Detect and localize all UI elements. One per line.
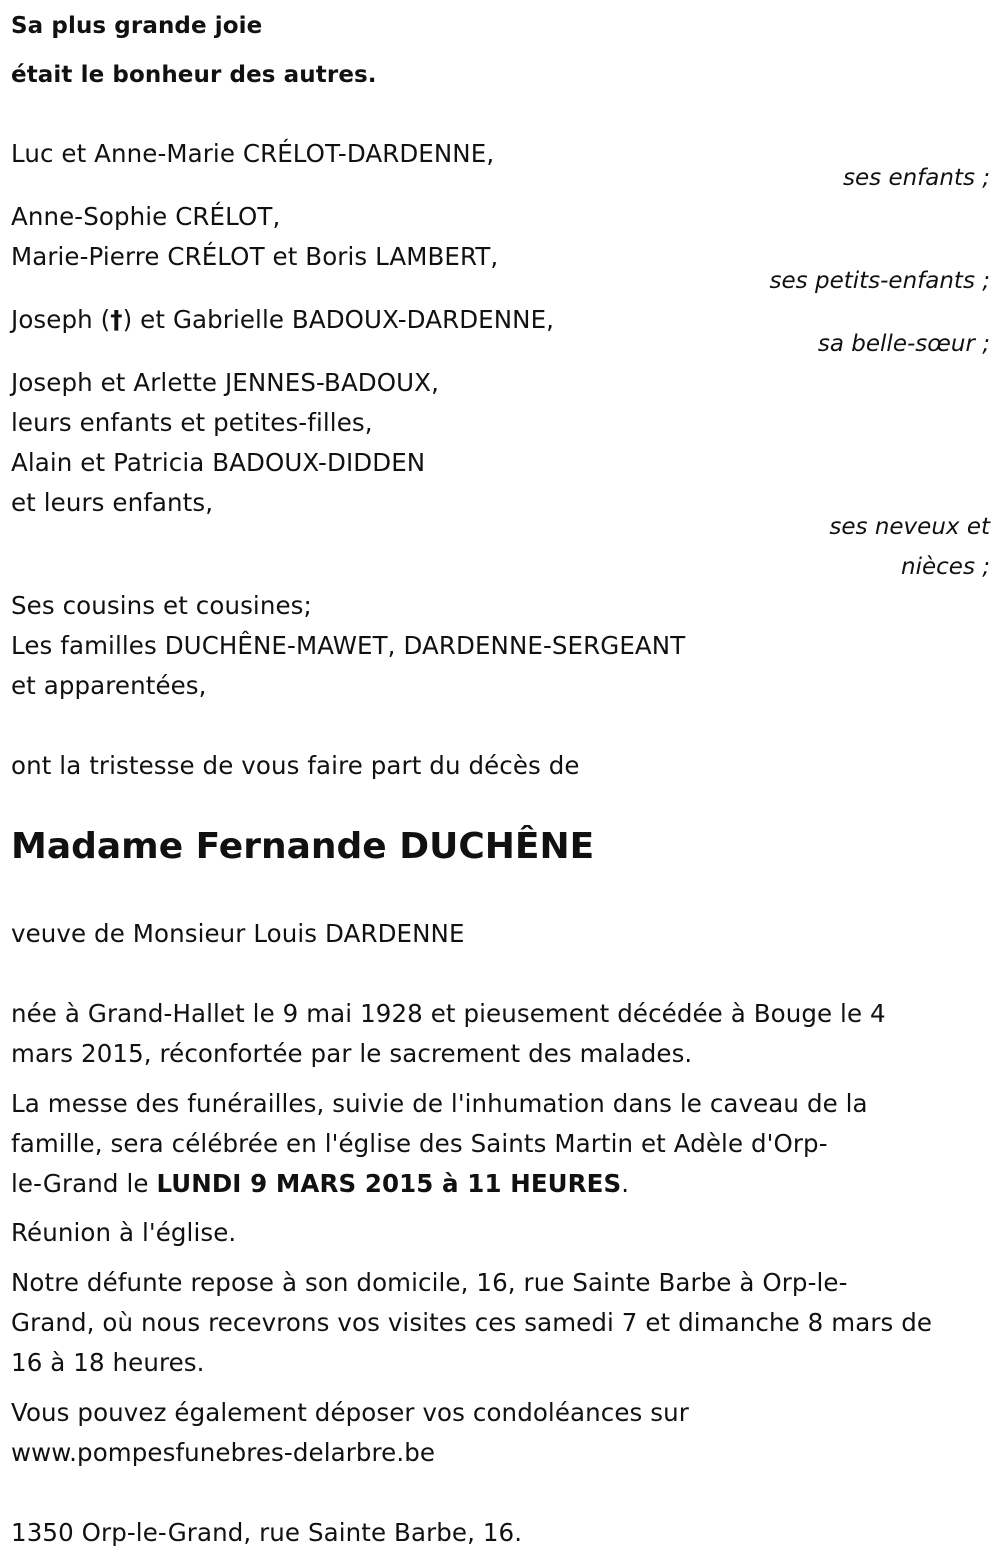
mass-line-2: famille, sera célébrée en l'église des Saints Martin et Adèle d'Orp-	[11, 1129, 828, 1158]
mass-line-3-prefix: le-Grand le	[11, 1169, 157, 1198]
meeting-place: Réunion à l'église.	[11, 1218, 237, 1247]
grandchildren-line-2: Marie-Pierre CRÉLOT et Boris LAMBERT,	[11, 242, 499, 271]
grandchildren-role: ses petits-enfants ;	[769, 268, 990, 294]
motto-line-2: était le bonheur des autres.	[11, 62, 377, 88]
resting-line-1: Notre défunte repose à son domicile, 16, rue Sainte Barbe à Orp-le-	[11, 1268, 848, 1297]
nephews-line-2: leurs enfants et petites-filles,	[11, 408, 373, 437]
sister-in-law-prefix: Joseph (	[11, 305, 111, 334]
sister-in-law-names	[11, 300, 554, 340]
nephews-role-line-2: nièces ;	[901, 554, 990, 580]
resting-line-2: Grand, où nous recevrons vos visites ces samedi 7 et dimanche 8 mars de	[11, 1308, 933, 1337]
nephews-role-line-1: ses neveux et	[829, 514, 990, 540]
motto-line-1: Sa plus grande joie	[11, 13, 263, 39]
birth-death-line-2: mars 2015, réconfortée par le sacrement des malades.	[11, 1039, 693, 1068]
sister-in-law-suffix: ) et Gabrielle BADOUX-DARDENNE,	[122, 305, 555, 334]
condolences-line: Vous pouvez également déposer vos condoléances sur	[11, 1398, 689, 1427]
nephews-line-4: et leurs enfants,	[11, 488, 214, 517]
sister-in-law-role: sa belle-sœur ;	[817, 331, 990, 357]
children-names: Luc et Anne-Marie CRÉLOT-DARDENNE,	[11, 139, 495, 168]
announcement: ont la tristesse de vous faire part du décès de	[11, 751, 580, 780]
cross-icon: †	[110, 305, 123, 334]
condolences-url[interactable]: www.pompesfunebres-delarbre.be	[11, 1438, 436, 1467]
widow-of: veuve de Monsieur Louis DARDENNE	[11, 919, 465, 948]
mass-line-3-suffix: .	[621, 1169, 630, 1198]
birth-death-line-1: née à Grand-Hallet le 9 mai 1928 et pieusement décédée à Bouge le 4	[11, 999, 886, 1028]
mass-line-1: La messe des funérailles, suivie de l'inhumation dans le caveau de la	[11, 1089, 868, 1118]
mass-line-3	[11, 1164, 629, 1204]
nephews-line-1: Joseph et Arlette JENNES-BADOUX,	[11, 368, 439, 397]
cousins-line-1: Ses cousins et cousines;	[11, 591, 312, 620]
nephews-line-3: Alain et Patricia BADOUX-DIDDEN	[11, 448, 426, 477]
resting-line-3: 16 à 18 heures.	[11, 1348, 205, 1377]
mass-date: LUNDI 9 MARS 2015 à 11 HEURES	[156, 1169, 622, 1198]
deceased-name: Madame Fernande DUCHÊNE	[11, 826, 595, 867]
grandchildren-line-1: Anne-Sophie CRÉLOT,	[11, 202, 281, 231]
address: 1350 Orp-le-Grand, rue Sainte Barbe, 16.	[11, 1518, 523, 1547]
children-role: ses enfants ;	[843, 165, 990, 191]
cousins-line-3: et apparentées,	[11, 671, 207, 700]
cousins-line-2: Les familles DUCHÊNE-MAWET, DARDENNE-SERGEANT	[11, 631, 686, 660]
